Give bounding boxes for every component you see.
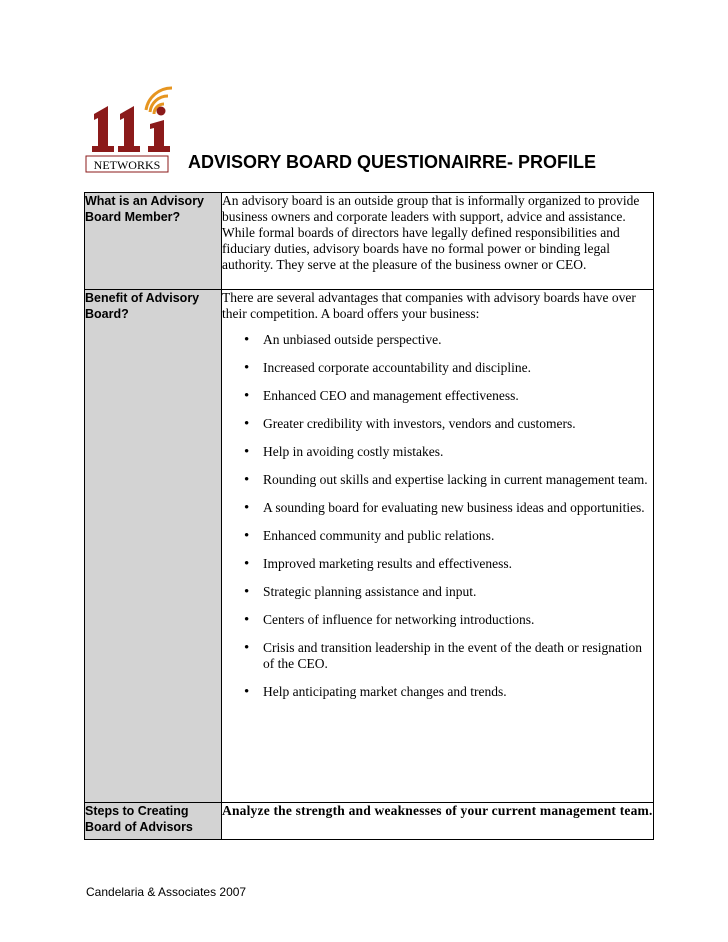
page-title: ADVISORY BOARD QUESTIONAIRRE- PROFILE (188, 152, 597, 172)
row-label: Steps to Creating Board of Advisors (85, 803, 222, 840)
company-logo (84, 84, 182, 174)
benefits-list (222, 332, 653, 700)
list-item: • Centers of influence for networking introductions. (263, 612, 653, 628)
row-label: Benefit of Advisory Board? (85, 290, 222, 803)
list-item: • Crisis and transition leadership in the event of the death or resignation of the CEO. (263, 640, 653, 672)
list-item: • Strategic planning assistance and input. (263, 584, 653, 600)
row-text: Analyze the strength and weaknesses of your current management team. (222, 803, 654, 840)
table-row (85, 290, 654, 803)
logo-networks-text: NETWORKS (93, 158, 161, 172)
benefits-intro: There are several advantages that companies with advisory boards have over their competition. A board offers your business: (222, 290, 636, 321)
list-item: • Increased corporate accountability and discipline. (263, 360, 653, 376)
table-row (85, 803, 654, 840)
list-item: • Enhanced community and public relations. (263, 528, 653, 544)
list-item: • Rounding out skills and expertise lacking in current management team. (263, 472, 653, 488)
list-item: • An unbiased outside perspective. (263, 332, 653, 348)
list-item: • Help anticipating market changes and trends. (263, 684, 653, 700)
list-item: • Improved marketing results and effectiveness. (263, 556, 653, 572)
11i-networks-logo-icon (84, 84, 182, 174)
list-item: • Help in avoiding costly mistakes. (263, 444, 653, 460)
footer-text: Candelaria & Associates 2007 (86, 885, 247, 899)
list-item: • Greater credibility with investors, vendors and customers. (263, 416, 653, 432)
profile-table (84, 192, 654, 840)
list-item: • Enhanced CEO and management effectiveness. (263, 388, 653, 404)
list-item: • A sounding board for evaluating new business ideas and opportunities. (263, 500, 653, 516)
benefits-cell (222, 290, 654, 803)
table-row (85, 193, 654, 290)
row-text: An advisory board is an outside group that is informally organized to provide business owners and corporate leaders with support, advice and assistance. While formal boards of directors have legally defined responsibilities and fiduciary duties, advisory boards have no formal power or binding legal authority. They serve at the pleasure of the business owner or CEO. (222, 193, 654, 290)
row-label: What is an Advisory Board Member? (85, 193, 222, 290)
